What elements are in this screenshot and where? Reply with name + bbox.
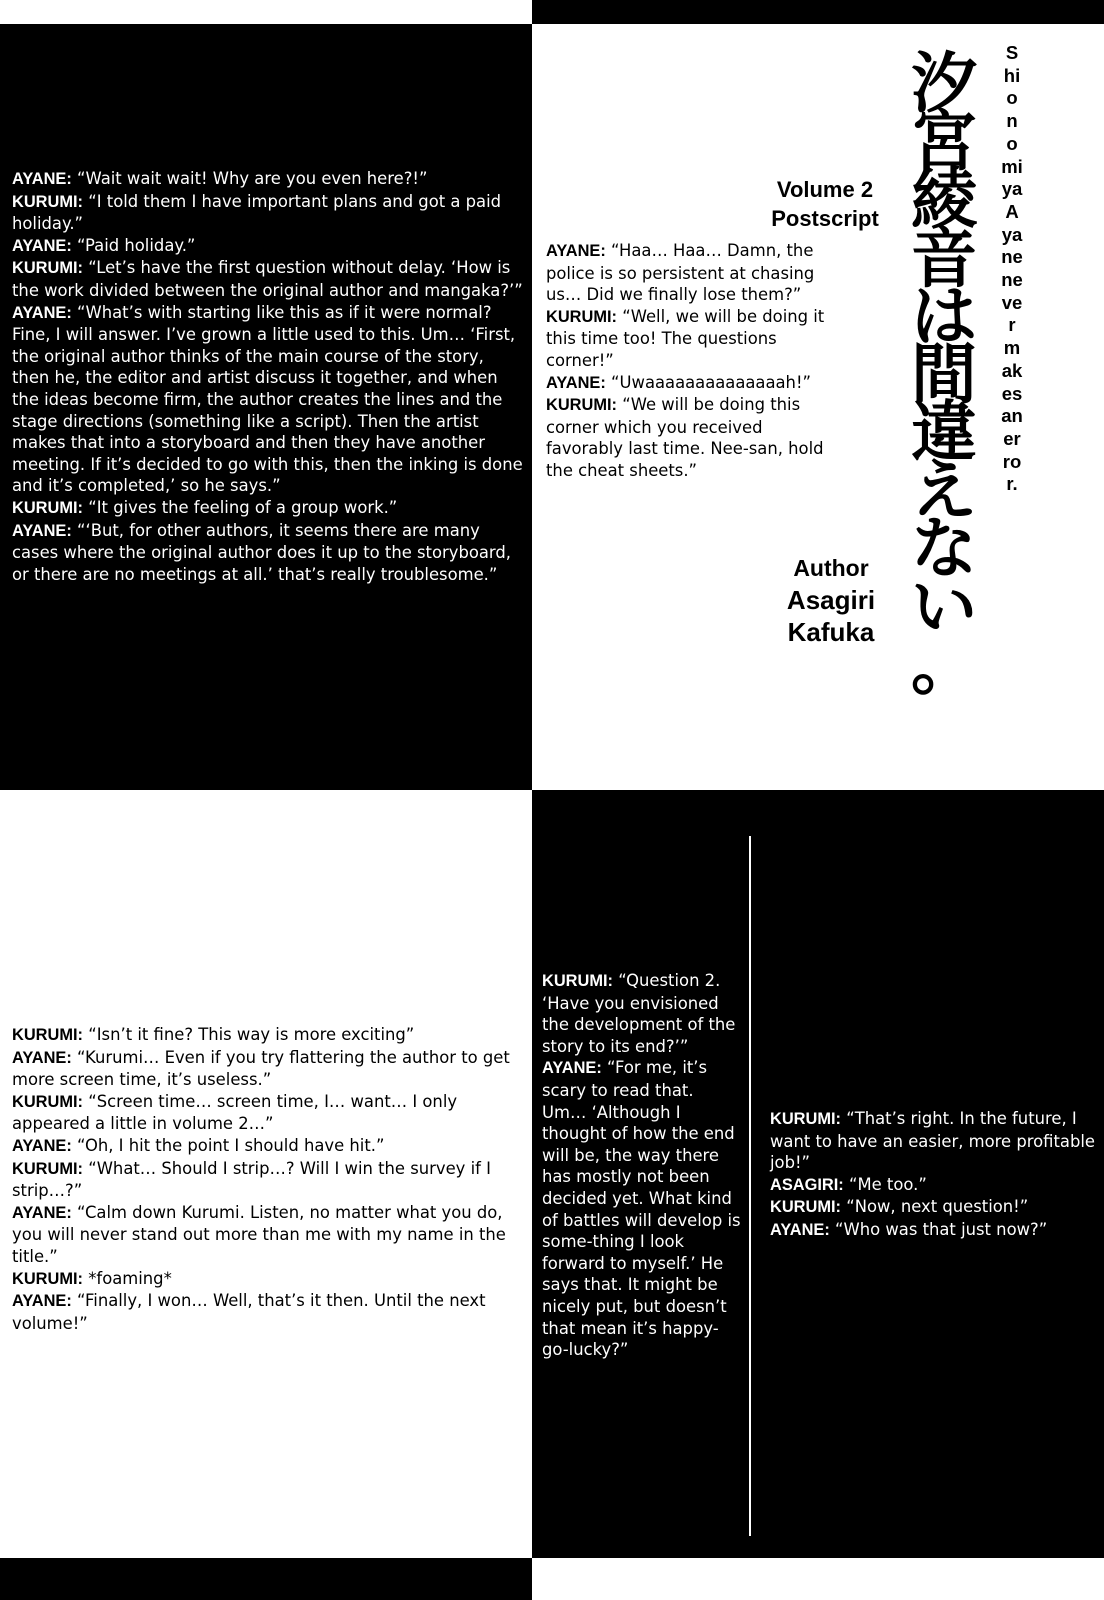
dialogue-line: AYANE: “Finally, I won… Well, that’s it then. Until the next volume!” [12, 1291, 486, 1333]
dialogue-line: KURUMI: “That’s right. In the future, I want to have an easier, more profitable job!” [770, 1109, 1095, 1173]
dialogue-line: AYANE: “For me, it’s scary to read that. Um… ‘Although I thought of how the end will be, the way there has mostly not been decided yet. What kind of battles will develop is some-thing I look forward to myself.’ He says that. It might be nicely put, but doesn’t that mean it’s happy-go-lucky?” [542, 1058, 741, 1360]
romaji-title: Shionomiya Ayane never makes an error. [1001, 42, 1023, 495]
top-right-black-strip [532, 0, 1104, 24]
author-last-name: Kafuka [787, 617, 875, 647]
dialogue-line: KURUMI: “What… Should I strip…? Will I win the survey if I strip…?” [12, 1158, 491, 1201]
author-first-name: Asagiri [786, 585, 876, 615]
dialogue-line: KURUMI: “Isn’t it fine? This way is more exciting” [12, 1025, 415, 1044]
dialogue-line: AYANE: “Haa… Haa… Damn, the police is so persistent at chasing us… Did we finally lose them?” [546, 241, 815, 305]
dialogue-line: KURUMI: “Let’s have the first question without delay. ‘How is the work divided between the original author and mangaka?’” [12, 258, 523, 300]
dialogue-bottom-left [12, 1024, 526, 1334]
dialogue-line: AYANE: “‘But, for other authors, it seems there are many cases where the original author does it up to the storyboard, or there are no meetings at all.’ that’s really troublesome.” [12, 520, 511, 584]
title-character: 綾 [911, 161, 977, 238]
japanese-title-logo [892, 48, 996, 748]
panel-divider-line [749, 836, 751, 1536]
title-character: 間 [911, 336, 977, 413]
dialogue-top-right [546, 240, 832, 482]
dialogue-bottom-right [770, 1108, 1096, 1242]
volume-label: Volume 2 [776, 177, 874, 202]
title-character: な [911, 510, 977, 587]
dialogue-line: AYANE: “Calm down Kurumi. Listen, no matter what you do, you will never stand out more than me with my name in the title.” [12, 1202, 506, 1266]
title-character: 違 [911, 394, 977, 471]
dialogue-line: AYANE: “What’s with starting like this as if it were normal? Fine, I will answer. I’ve grown a little used to this. Um… ‘First, the original author thinks of the main course of the story, then he, the editor and artist discuss it together, and when the ideas become firm, the author creates the lines and the stage directions (something like a script). Then the artist makes that into a storyboard and then they have another meeting. If it’s decided to go with this, then the inking is done and it’s completed,’ so he says.” [12, 302, 523, 496]
dialogue-line: KURUMI: “It gives the feeling of a group work.” [12, 497, 398, 517]
title-character: 宮 [911, 103, 977, 180]
dialogue-line: KURUMI: “Now, next question!” [770, 1197, 1029, 1217]
volume-heading [764, 175, 886, 233]
author-label: Author [793, 555, 869, 581]
bottom-left-black-strip [0, 1558, 532, 1600]
dialogue-line: KURUMI: “Well, we will be doing it this time too! The questions corner!” [546, 306, 825, 370]
title-character: は [911, 278, 977, 355]
title-character: え [911, 452, 977, 529]
dialogue-line: KURUMI: *foaming* [12, 1268, 172, 1288]
dialogue-line: AYANE: “Oh, I hit the point I should have hit.” [12, 1135, 385, 1155]
title-character: 。 [911, 627, 977, 704]
dialogue-line: AYANE: “Who was that just now?” [770, 1219, 1048, 1239]
dialogue-line: KURUMI: “I told them I have important plans and got a paid holiday.” [12, 191, 502, 234]
dialogue-line: KURUMI: “We will be doing this corner which you received favorably last time. Nee-san, hold the cheat sheets.” [546, 395, 824, 480]
dialogue-line: KURUMI: “Question 2. ‘Have you envisioned the development of the story to its end?’” [542, 971, 736, 1056]
dialogue-line: KURUMI: “Screen time… screen time, I… want… I only appeared a little in volume 2…” [12, 1091, 458, 1134]
author-credit [776, 552, 886, 648]
postscript-label: Postscript [771, 206, 879, 231]
dialogue-line: AYANE: “Wait wait wait! Why are you even here?!” [12, 169, 428, 188]
dialogue-line: AYANE: “Kurumi… Even if you try flattering the author to get more screen time, it’s useless.” [12, 1047, 510, 1090]
svg-text:汐宮綾音は間違えない。 [911, 48, 977, 704]
dialogue-line: ASAGIRI: “Me too.” [770, 1174, 927, 1194]
title-character: い [911, 569, 977, 646]
dialogue-bottom-middle [542, 970, 742, 1361]
dialogue-line: AYANE: “Uwaaaaaaaaaaaaaah!” [546, 372, 812, 392]
title-character: 汐 [911, 48, 977, 122]
title-character: 音 [911, 220, 977, 297]
dialogue-top-left [12, 168, 524, 585]
dialogue-line: AYANE: “Paid holiday.” [12, 235, 196, 255]
